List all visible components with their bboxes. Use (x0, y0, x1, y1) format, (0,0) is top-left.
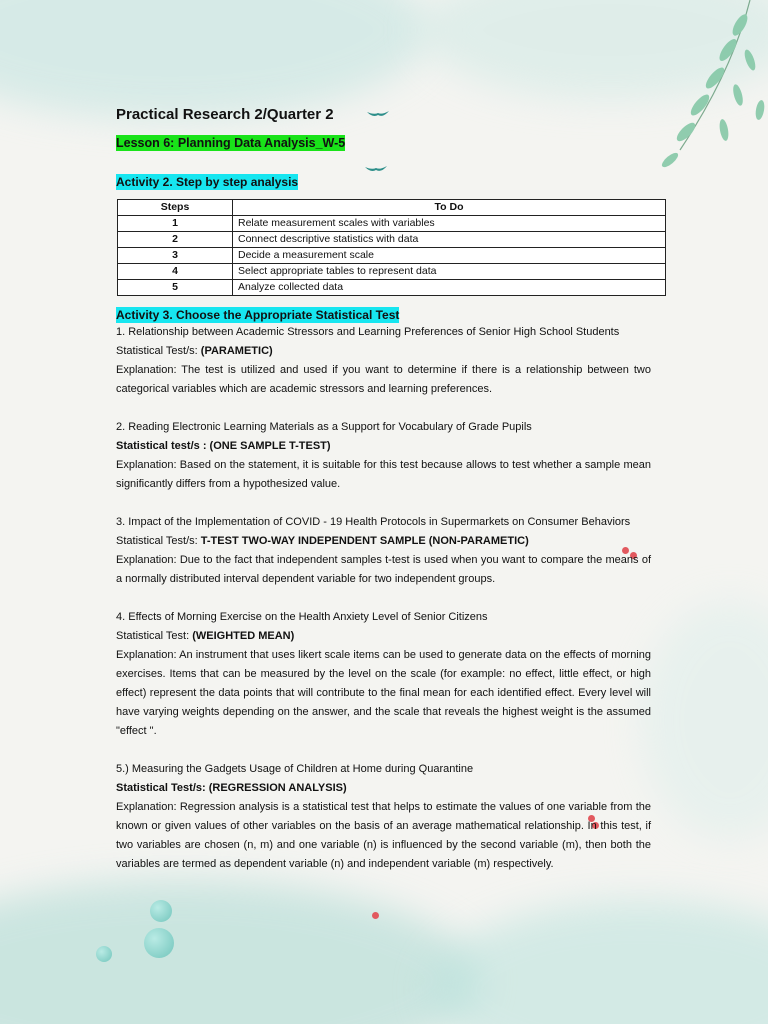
answer-test: Statistical Test/s: (PARAMETIC) (116, 345, 273, 357)
answer-test: Statistical test/s : (ONE SAMPLE T-TEST) (116, 440, 331, 452)
answer-item (116, 513, 651, 589)
step-todo: Relate measurement scales with variables (233, 216, 666, 232)
step-number: 4 (118, 264, 233, 280)
answer-test: Statistical Test/s: (REGRESSION ANALYSIS) (116, 782, 347, 794)
answer-topic: 1. Relationship between Academic Stressors and Learning Preferences of Senior High School Students (116, 326, 620, 338)
test-name: (PARAMETIC) (200, 345, 273, 357)
answer-explanation: Explanation: The test is utilized and used if you want to determine if there is a relationship between two categorical variables which are academic stressors and learning preferences. (116, 364, 651, 395)
answer-explanation: Explanation: An instrument that uses likert scale items can be used to generate data on the effects of morning exercises. Items that can be measured by the level on the scale (for example: no effect, little effect, or high effect) represent the data points that will contribute to the final mean for each identified effect. Every level will have varying weights depending on the answer, and the scale that reveals the highest weight is the assumed "effect ". (116, 649, 651, 737)
berry-decoration (372, 912, 379, 919)
answer-explanation: Explanation: Due to the fact that independent samples t-test is used when you want to compare the means of a normally distributed interval dependent variable for two independent groups. (116, 554, 651, 585)
activity2-heading: Activity 2. Step by step analysis (116, 175, 299, 189)
table-row (118, 232, 666, 248)
answer-explanation: Explanation: Based on the statement, it is suitable for this test because allows to test whether a sample mean significantly differs from a hypothesized value. (116, 459, 651, 490)
answer-topic: 4. Effects of Morning Exercise on the Health Anxiety Level of Senior Citizens (116, 611, 488, 623)
step-todo: Connect descriptive statistics with data (233, 232, 666, 248)
watercolor-wash (640, 600, 768, 840)
step-number: 2 (118, 232, 233, 248)
answer-topic: 5.) Measuring the Gadgets Usage of Children at Home during Quarantine (116, 763, 474, 775)
steps-table (117, 199, 666, 296)
table-header-row (118, 200, 666, 216)
test-name: (REGRESSION ANALYSIS) (208, 782, 347, 794)
lesson-heading: Lesson 6: Planning Data Analysis_W-5 (116, 136, 346, 150)
watercolor-wash (0, 0, 430, 120)
step-number: 3 (118, 248, 233, 264)
answer-topic: 3. Impact of the Implementation of COVID - 19 Health Protocols in Supermarkets on Consumer Behaviors (116, 516, 631, 528)
step-todo: Select appropriate tables to represent data (233, 264, 666, 280)
test-name: (ONE SAMPLE T-TEST) (209, 440, 331, 452)
bird-icon (364, 165, 388, 175)
table-row (118, 248, 666, 264)
test-name: T-TEST TWO-WAY INDEPENDENT SAMPLE (NON-PARAMETIC) (200, 535, 529, 547)
test-name: (WEIGHTED MEAN) (192, 630, 295, 642)
answer-item (116, 418, 651, 494)
watercolor-wash (430, 900, 768, 1024)
step-number: 1 (118, 216, 233, 232)
answer-item (116, 608, 651, 741)
answer-item (116, 760, 651, 874)
answer-item (116, 323, 651, 399)
watercolor-dot (144, 928, 174, 958)
answer-topic: 2. Reading Electronic Learning Materials as a Support for Vocabulary of Grade Pupils (116, 421, 532, 433)
step-todo: Decide a measurement scale (233, 248, 666, 264)
activity3-heading: Activity 3. Choose the Appropriate Statistical Test (116, 308, 400, 322)
column-header-steps: Steps (118, 200, 233, 216)
step-number: 5 (118, 280, 233, 296)
answer-test: Statistical Test: (WEIGHTED MEAN) (116, 630, 295, 642)
page-title: Practical Research 2/Quarter 2 (116, 106, 334, 123)
watercolor-dot (96, 946, 112, 962)
activity3-answers (116, 323, 651, 874)
watercolor-dot (150, 900, 172, 922)
table-row (118, 280, 666, 296)
answer-explanation: Explanation: Regression analysis is a statistical test that helps to estimate the values of one variable from the known or given values of other variables on the basis of an average mathematical relationship. In this test, if two variables are chosen (n, m) and one variable (n) is influenced by the second variable (m), then both the variables are termed as dependent variable (n) and independent variable (m) respectively. (116, 801, 651, 870)
step-todo: Analyze collected data (233, 280, 666, 296)
column-header-todo: To Do (233, 200, 666, 216)
answer-test: Statistical Test/s: T-TEST TWO-WAY INDEPENDENT SAMPLE (NON-PARAMETIC) (116, 535, 529, 547)
watercolor-wash (0, 880, 480, 1024)
table-row (118, 264, 666, 280)
willow-branch-decoration (600, 0, 768, 190)
table-row (118, 216, 666, 232)
document-content (116, 104, 651, 870)
